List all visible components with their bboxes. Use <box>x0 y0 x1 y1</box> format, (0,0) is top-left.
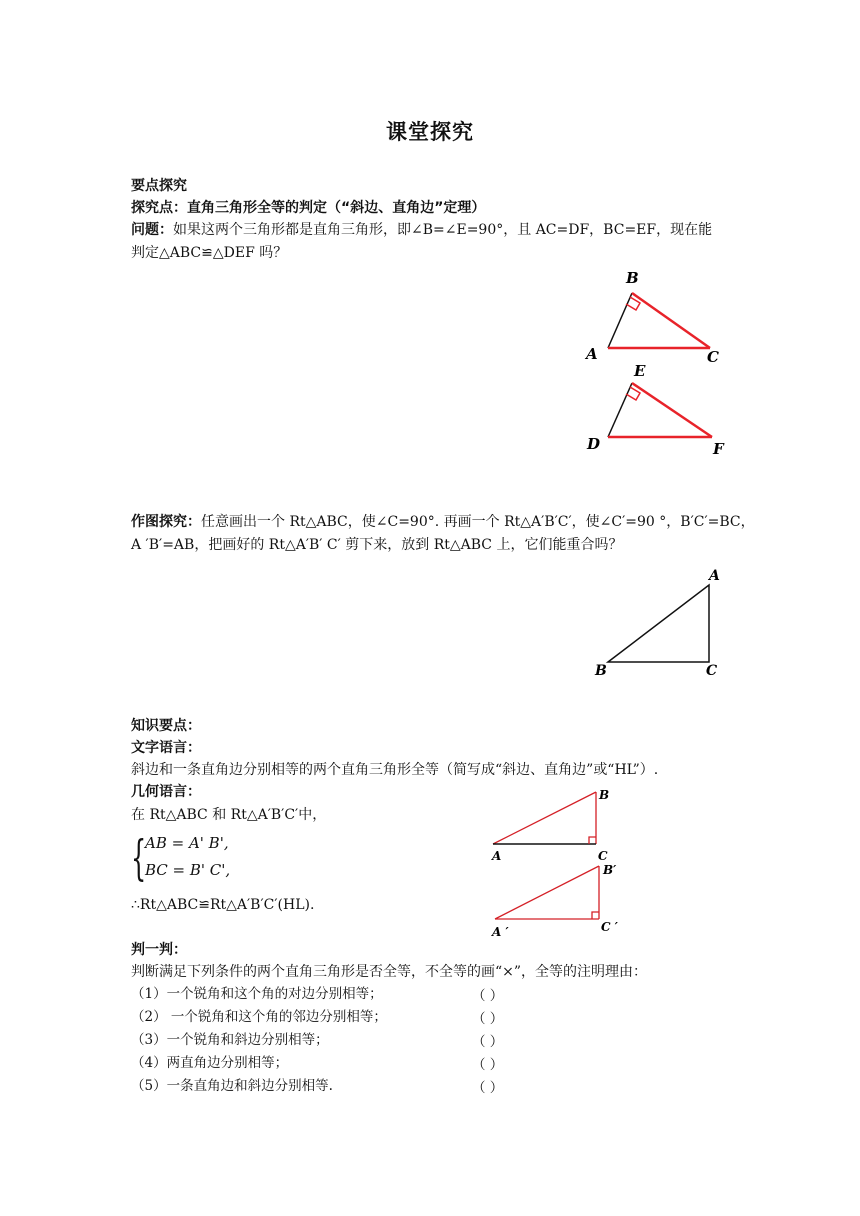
vertex-D: D <box>587 435 601 453</box>
judge-item-3: （3）一个锐角和斜边分别相等； <box>131 1032 329 1048</box>
section-heading: 要点探究 <box>131 178 187 194</box>
vertex-A: A <box>492 849 502 863</box>
vertex-C: C <box>707 348 719 366</box>
question-text-1: 如果这两个三角形都是直角三角形，即∠B=∠E=90°，且 AC=DF，BC=EF，现在能 <box>173 222 713 238</box>
text-language-label: 文字语言： <box>131 740 201 756</box>
vertex-A: A <box>586 345 598 363</box>
triangle-abc-red <box>491 788 609 863</box>
answer-blank-5[interactable]: （ ） <box>472 1080 504 1096</box>
drawing-label: 作图探究： <box>131 514 201 530</box>
judge-intro: 判断满足下列条件的两个直角三角形是否全等，不全等的画“×”，全等的注明理由： <box>131 964 648 980</box>
vertex-B: B <box>595 663 607 679</box>
vertex-F: F <box>713 440 724 458</box>
geo-language-line1: 在 Rt△ABC 和 Rt△A′B′C′中， <box>131 807 327 823</box>
judge-item-1: （1）一个锐角和这个角的对边分别相等； <box>131 986 383 1002</box>
triangle-figures-abc-def <box>580 265 730 460</box>
left-brace: { <box>131 830 147 886</box>
equation-1: AB = A' B', <box>145 834 229 852</box>
vertex-A: A <box>709 568 720 584</box>
answer-blank-1[interactable]: （ ） <box>472 988 504 1004</box>
judge-heading: 判一判： <box>131 942 187 958</box>
drawing-line2: A ′B′=AB，把画好的 Rt△A′B′ C′ 剪下来，放到 Rt△ABC 上，它们能重合吗？ <box>131 537 623 553</box>
knowledge-heading: 知识要点： <box>131 718 201 734</box>
triangle-def <box>586 362 725 458</box>
page-title: 课堂探究 <box>386 120 474 144</box>
judge-item-4: （4）两直角边分别相等； <box>131 1055 289 1071</box>
triangle-abc-prime-red <box>491 863 619 939</box>
vertex-C: C <box>706 663 718 679</box>
judge-item-2: （2） 一个锐角和这个角的邻边分别相等； <box>131 1009 387 1025</box>
explore-point: 探究点：直角三角形全等的判定（“斜边、直角边”定理） <box>131 200 486 216</box>
vertex-C: C <box>598 849 608 863</box>
judge-item-5: （5）一条直角边和斜边分别相等. <box>131 1078 333 1094</box>
answer-blank-3[interactable]: （ ） <box>472 1034 504 1050</box>
vertex-B: B <box>626 269 639 287</box>
drawing-line1 <box>131 512 755 532</box>
triangle-abc-black <box>588 565 733 680</box>
equation-2: BC = B' C', <box>145 861 231 879</box>
answer-blank-4[interactable]: （ ） <box>472 1057 504 1073</box>
triangle-figures-hl <box>485 784 635 944</box>
vertex-E: E <box>634 362 646 380</box>
vertex-B: B <box>599 788 610 802</box>
answer-blank-2[interactable]: （ ） <box>472 1011 504 1027</box>
geo-language-label: 几何语言： <box>131 784 201 800</box>
vertex-B-prime: B′ <box>603 863 617 877</box>
drawing-text-1: 任意画出一个 Rt△ABC，使∠C=90°. 再画一个 Rt△A′B′C′，使∠C′=90 °，B′C′=BC， <box>201 514 755 530</box>
question-line2: 判定△ABC≌△DEF 吗？ <box>131 245 288 261</box>
text-language: 斜边和一条直角边分别相等的两个直角三角形全等（简写成“斜边、直角边”或“HL”）. <box>131 762 659 778</box>
question-label: 问题： <box>131 222 173 238</box>
vertex-C-prime: C ′ <box>601 920 618 934</box>
triangle-abc <box>584 269 719 366</box>
vertex-A-prime: A ′ <box>492 925 509 939</box>
question-line1 <box>131 220 712 240</box>
equation-system <box>131 830 271 886</box>
conclusion: ∴Rt△ABC≌Rt△A′B′C′(HL). <box>131 897 315 913</box>
